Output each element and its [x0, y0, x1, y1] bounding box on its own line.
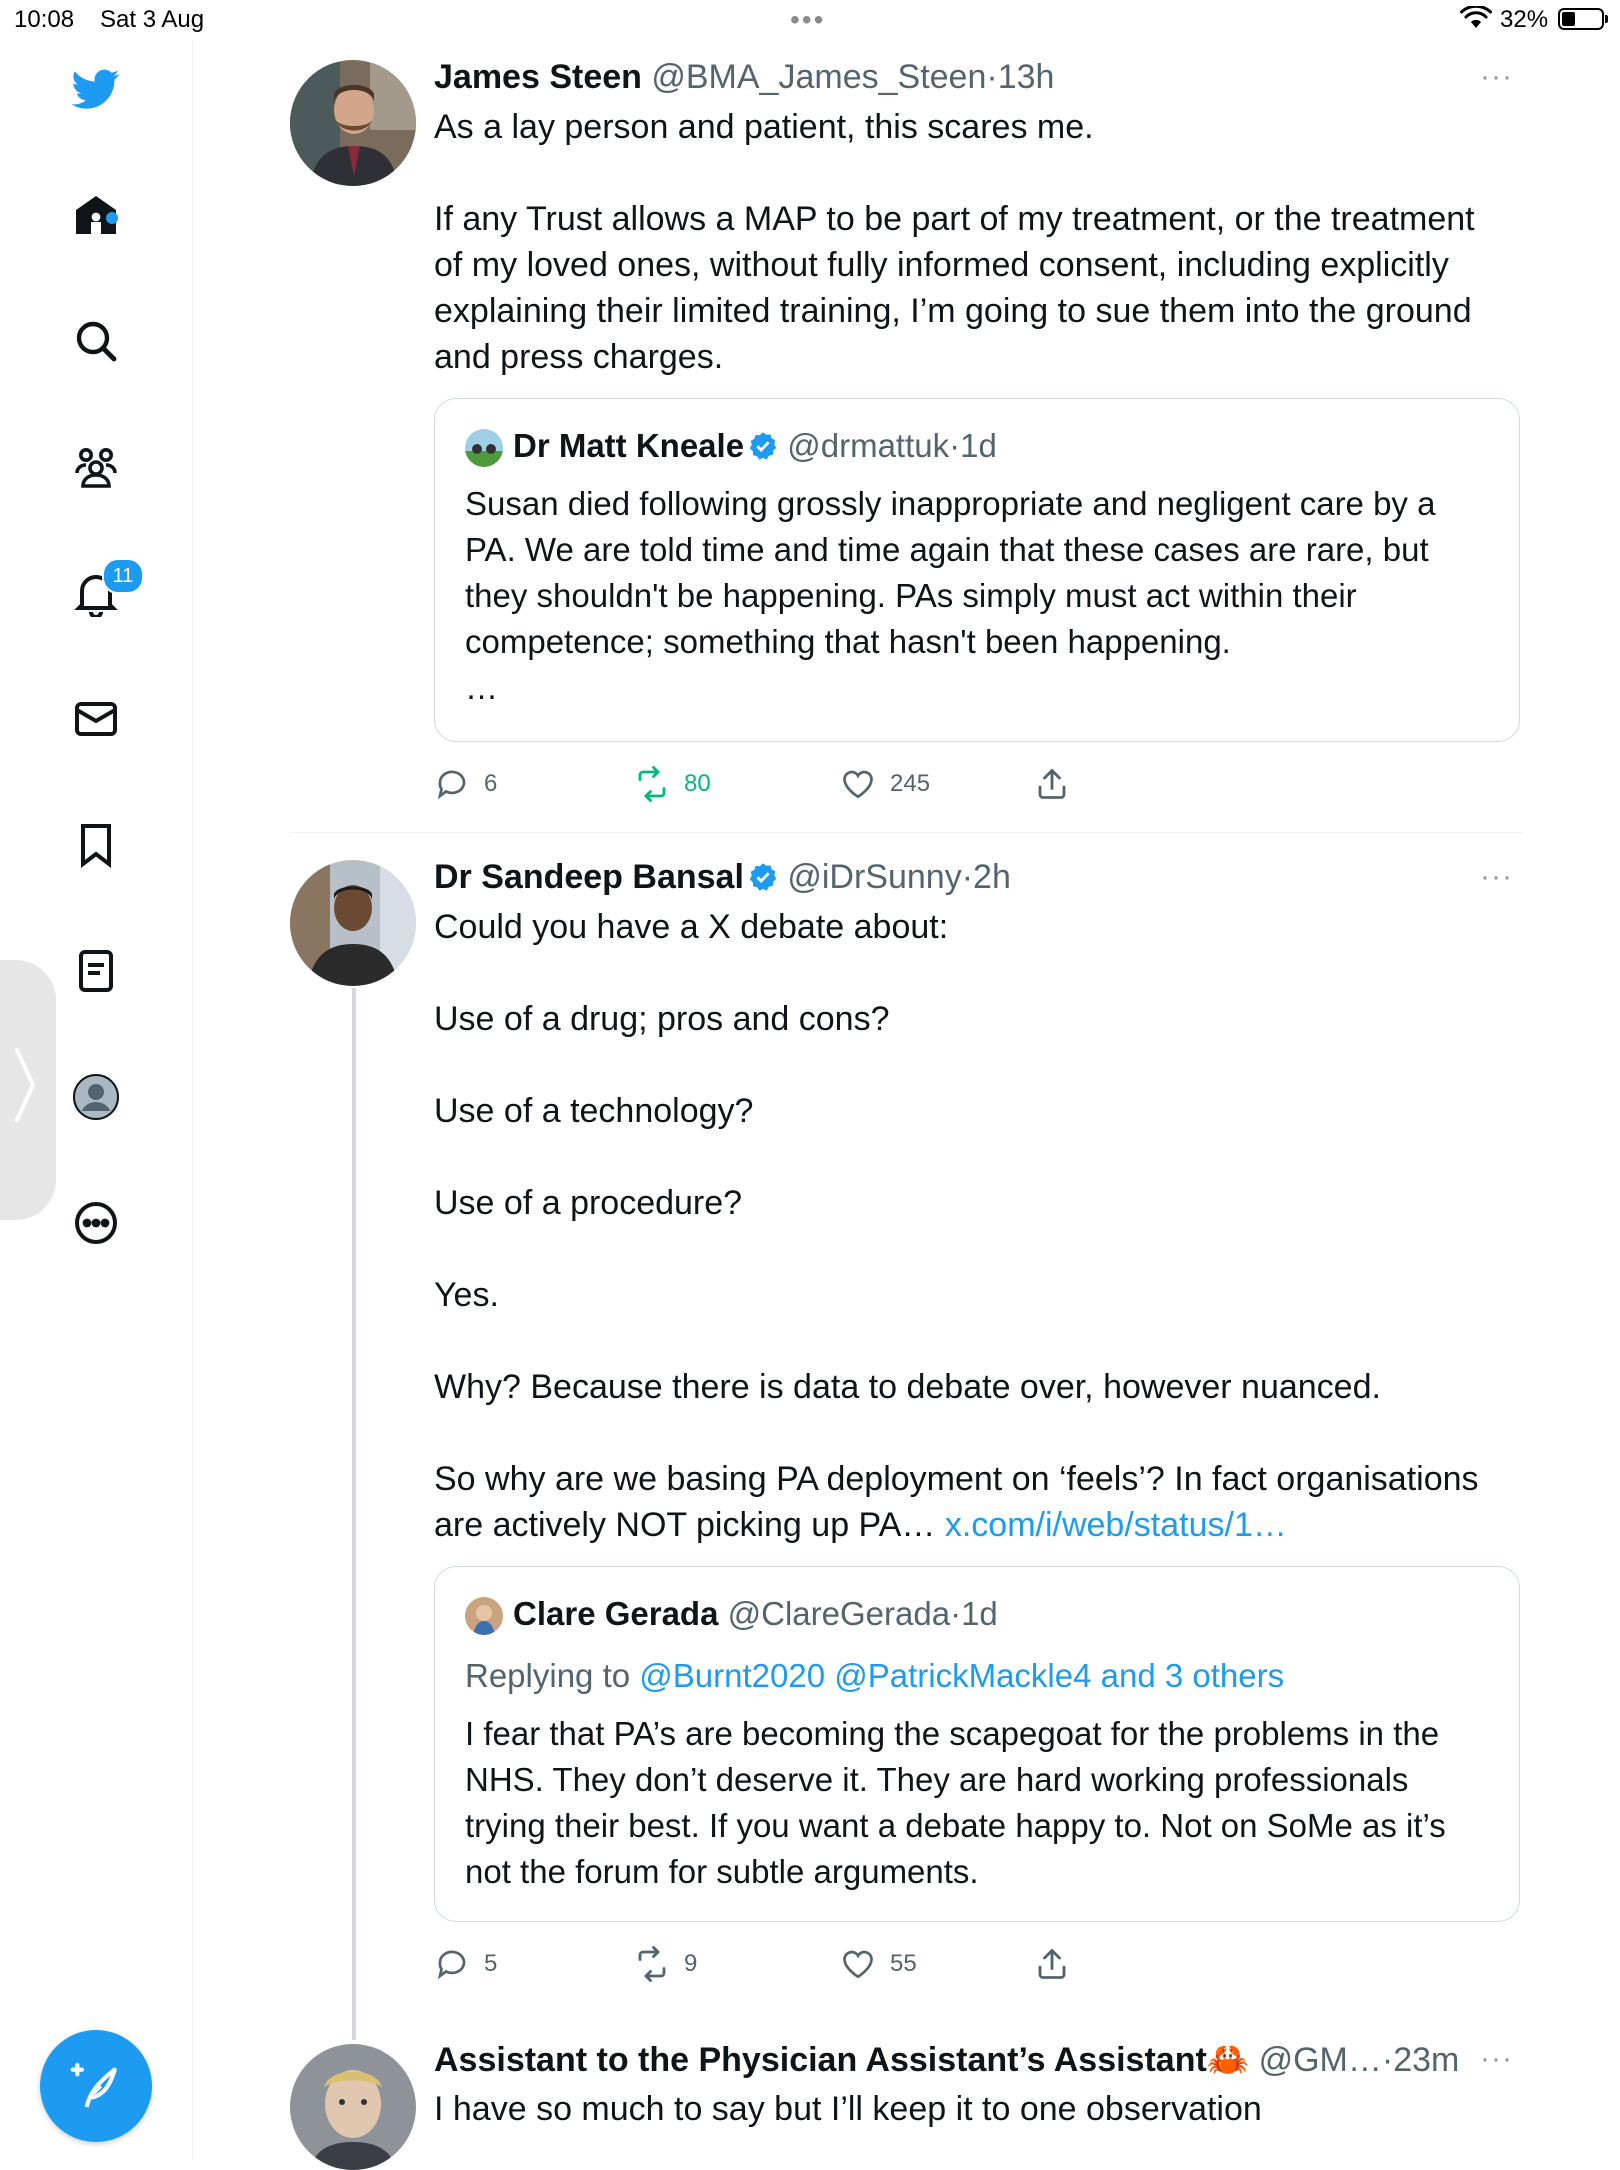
quoted-author-name[interactable]: Dr Matt Kneale [513, 427, 745, 464]
separator: · [961, 858, 974, 896]
profile-avatar-icon[interactable] [67, 1068, 125, 1126]
separator: · [986, 58, 998, 96]
quoted-avatar[interactable] [465, 429, 503, 467]
chevron-right-icon [12, 1045, 38, 1125]
reply-button[interactable] [434, 762, 497, 806]
replying-to-label: Replying to [465, 1657, 631, 1694]
avatar[interactable] [290, 860, 416, 986]
verified-badge-icon [748, 862, 778, 892]
crab-emoji-icon: 🦀 [1206, 2041, 1250, 2079]
tweet-time[interactable]: 13h [997, 58, 1055, 96]
tweet-text [434, 904, 1494, 1548]
quoted-tweet-time[interactable]: 1d [960, 427, 997, 464]
quoted-author-handle[interactable]: @drmattuk [787, 427, 950, 464]
tweet-time[interactable]: 23m [1393, 2041, 1460, 2079]
tweet-paragraph: Could you have a X debate about: [434, 908, 949, 946]
compose-tweet-button[interactable] [40, 2030, 152, 2142]
quoted-author-name[interactable]: Clare Gerada [513, 1595, 719, 1632]
separator: · [1381, 2041, 1394, 2079]
author-name[interactable]: Assistant to the Physician Assistant’s Assistant [434, 2041, 1207, 2079]
tweet-paragraph: Use of a drug; pros and cons? [434, 1000, 890, 1038]
tweet-paragraph: As a lay person and patient, this scares me. [434, 108, 1094, 146]
more-options-icon[interactable] [67, 1194, 125, 1252]
retweet-icon [634, 766, 670, 802]
compose-feather-icon [68, 2058, 124, 2114]
author-name[interactable]: Dr Sandeep Bansal [434, 858, 744, 896]
twitter-logo-icon[interactable] [67, 60, 125, 118]
tweet-paragraph: Use of a technology? [434, 1092, 754, 1130]
reply-icon [434, 766, 470, 802]
reply-button[interactable] [434, 1942, 497, 1986]
separator: · [950, 1595, 962, 1632]
share-icon [1034, 1946, 1070, 1982]
author-handle[interactable]: @GM… [1258, 2041, 1382, 2079]
quoted-tweet-text: I fear that PA’s are becoming the scapegoat for the problems in the NHS. They don’t deserve it. They are hard working professionals trying their best. If you want a debate happy to. Not on SoMe as it’s not the forum for subtle arguments. [465, 1715, 1446, 1890]
tweet-paragraph: If any Trust allows a MAP to be part of my treatment, or the treatment of my loved ones, without fully informed consent, including explicitly explaining their limited training, I’m going to sue them into the ground and press charges. [434, 200, 1475, 376]
share-button[interactable] [1034, 1942, 1084, 1986]
tweet-text [434, 104, 1494, 380]
multitask-dots-icon[interactable]: ••• [790, 4, 826, 35]
retweet-count: 9 [684, 1950, 698, 1977]
quoted-author-handle[interactable]: @ClareGerada [727, 1595, 951, 1632]
side-panel-handle[interactable] [0, 960, 56, 1220]
replying-to-users[interactable]: @Burnt2020 @PatrickMackle4 and 3 others [639, 1657, 1285, 1694]
battery-percent: 32% [1500, 6, 1549, 33]
quoted-tweet[interactable] [434, 1566, 1520, 1922]
retweet-icon [634, 1946, 670, 1982]
replying-to [465, 1653, 1485, 1699]
author-handle[interactable]: @iDrSunny [787, 858, 962, 896]
messages-icon[interactable] [67, 690, 125, 748]
like-count: 245 [890, 770, 931, 797]
tweet-paragraph: Why? Because there is data to debate over, however nuanced. [434, 1368, 1381, 1406]
author-name[interactable]: James Steen [434, 58, 642, 96]
heart-icon [840, 766, 876, 802]
like-button[interactable] [840, 1942, 917, 1986]
tweet-assistant[interactable] [290, 2040, 1522, 2160]
status-bar [0, 0, 1620, 40]
separator: · [949, 427, 961, 464]
share-icon [1034, 766, 1070, 802]
home-unread-dot [106, 212, 118, 224]
quoted-tweet-time[interactable]: 1d [961, 1595, 998, 1632]
tweet-text: I have so much to say but I’ll keep it to one observation [434, 2090, 1262, 2128]
verified-badge-icon [748, 431, 778, 461]
like-count: 55 [890, 1950, 917, 1977]
reply-icon [434, 1946, 470, 1982]
more-menu-icon[interactable]: ··· [1480, 860, 1513, 893]
more-menu-icon[interactable]: ··· [1480, 2042, 1513, 2075]
tweet-james-steen[interactable] [290, 58, 1522, 797]
author-handle[interactable]: @BMA_James_Steen [651, 58, 987, 96]
more-menu-icon[interactable]: ··· [1480, 60, 1513, 93]
avatar[interactable] [290, 60, 416, 186]
battery-icon [1558, 8, 1604, 30]
share-button[interactable] [1034, 762, 1084, 806]
bookmarks-icon[interactable] [67, 816, 125, 874]
reply-count: 5 [484, 1950, 498, 1977]
quoted-tweet-text [465, 481, 1485, 711]
tweet-paragraph: Yes. [434, 1276, 499, 1314]
notifications-badge: 11 [102, 558, 144, 594]
avatar[interactable] [290, 2044, 416, 2170]
quoted-tweet[interactable] [434, 398, 1520, 742]
search-icon[interactable] [67, 312, 125, 370]
retweet-count: 80 [684, 770, 711, 797]
status-date: Sat 3 Aug [100, 6, 205, 33]
like-button[interactable] [840, 762, 930, 806]
quoted-paragraph: Susan died following grossly inappropriate and negligent care by a PA. We are told time and time again that these cases are rare, but they shouldn't be happening. PAs simply must act within their competence; something that hasn't been happening. [465, 485, 1436, 660]
heart-icon [840, 1946, 876, 1982]
reply-count: 6 [484, 770, 498, 797]
tweet-actions [434, 762, 1434, 806]
tweet-actions [434, 1942, 1434, 1986]
truncation-ellipsis: … [465, 669, 498, 706]
status-time: 10:08 [14, 6, 75, 33]
communities-icon[interactable] [67, 438, 125, 496]
tweet-time[interactable]: 2h [973, 858, 1011, 896]
quoted-avatar[interactable] [465, 1597, 503, 1635]
tweet-divider [290, 832, 1522, 833]
wifi-icon [1460, 6, 1492, 30]
tweet-paragraph: Use of a procedure? [434, 1184, 743, 1222]
tweet-sandeep-bansal[interactable] [290, 858, 1522, 1998]
lists-icon[interactable] [67, 942, 125, 1000]
retweet-button[interactable] [634, 1942, 697, 1986]
tweet-link[interactable]: x.com/i/web/status/1… [944, 1506, 1287, 1544]
thread-connector-line [352, 988, 356, 2040]
retweet-button[interactable] [634, 762, 711, 806]
tweet-paragraph: So why are we basing PA deployment on ‘feels’? In fact organisations are actively NOT picking up PA… [434, 1460, 1479, 1544]
